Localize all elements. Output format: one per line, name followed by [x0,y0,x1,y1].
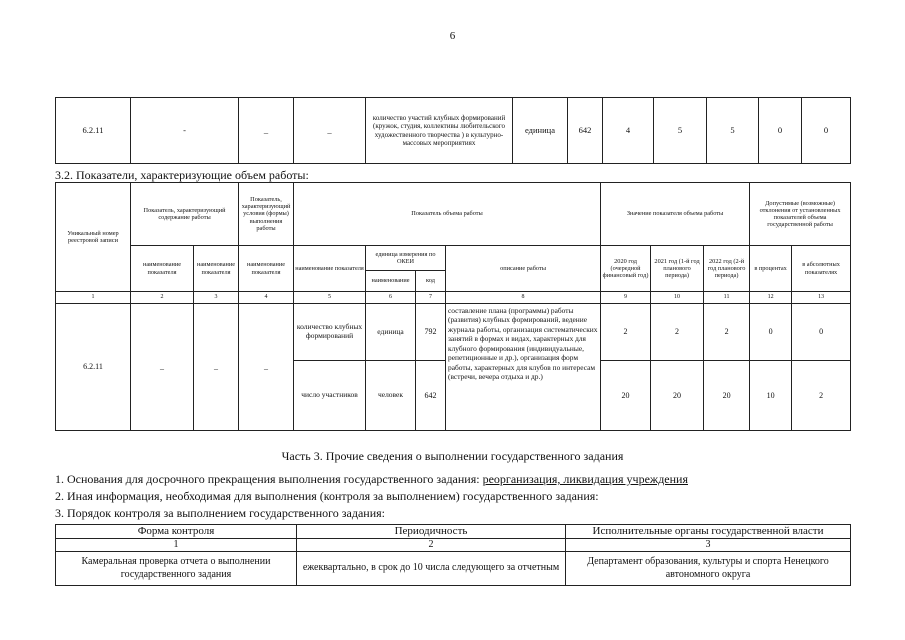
unit-code: 642 [568,98,603,164]
early-termination-value: реорганизация, ликвидация учреждения [482,472,688,486]
authority: Департамент образования, культуры и спорта Ненецкого автономного округа [566,552,851,586]
content-indicator: _ [131,304,194,431]
header-absolute: в абсолютных показателях [792,246,851,292]
header-name-indicator: наименование показателя [294,246,366,292]
unit-code: 642 [416,361,446,431]
part3-title: Часть 3. Прочие сведения о выполнении государственного задания [281,449,624,463]
value-2022: 2 [704,304,750,361]
early-termination-label: 1. Основания для досрочного прекращения выполнения государственного задания: [55,472,483,486]
column-number-row [56,292,851,304]
table-header-row [56,246,851,271]
indicator-name: число участников [294,361,366,431]
col-number: 1 [56,539,297,552]
col-number: 2 [297,539,566,552]
value-2020: 4 [603,98,654,164]
header-2022: 2022 год (2-й год планового периода) [704,246,750,292]
col-number: 13 [792,292,851,304]
col-number: 10 [651,292,704,304]
header-name-indicator: наименование показателя [239,246,294,292]
header-2020: 2020 год (очередной финансовый год) [601,246,651,292]
table-header-row [56,183,851,246]
col-number: 2 [131,292,194,304]
periodicity: ежеквартально, в срок до 10 числа следующего за отчетным [297,552,566,586]
table-row [56,552,851,586]
deviation-percent: 10 [750,361,792,431]
unit-name: человек [366,361,416,431]
header-value: Значение показателя объема работы [601,183,750,246]
header-content: Показатель, характеризующий содержание работы [131,183,239,246]
deviation-percent: 0 [759,98,802,164]
unit-name: единица [366,304,416,361]
other-info-line: 2. Иная информация, необходимая для выполнения (контроля за выполнением) государственного задания: [55,489,599,503]
value-2022: 20 [704,361,750,431]
header-registry: Уникальный номер реестровой записи [56,183,131,292]
unit-name: единица [513,98,568,164]
column-number-row [56,539,851,552]
deviation-absolute: 0 [792,304,851,361]
value-2022: 5 [707,98,759,164]
table-header-row [56,525,851,539]
value-2021: 2 [651,304,704,361]
header-name-indicator: наименование показателя [194,246,239,292]
header-conditions: Показатель, характеризующий условия (формы) выполнения работы [239,183,294,246]
conditions-indicator: _ [294,98,366,164]
header-unit-okei: единица измерения по ОКЕИ [366,246,446,271]
header-control-form: Форма контроля [56,525,297,539]
registry-number: 6.2.11 [56,304,131,431]
deviation-absolute: 2 [792,361,851,431]
col-number: 9 [601,292,651,304]
value-2020: 2 [601,304,651,361]
content-indicator: _ [239,98,294,164]
col-number: 3 [194,292,239,304]
quality-indicators-table [55,97,851,164]
header-name-indicator: наименование показателя [131,246,194,292]
col-number: 1 [56,292,131,304]
col-number: 6 [366,292,416,304]
section-title: 3.2. Показатели, характеризующие объем работы: [55,168,309,182]
value-2020: 20 [601,361,651,431]
value-2021: 5 [654,98,707,164]
volume-indicators-table [55,182,851,431]
header-unit-code: код [416,271,446,292]
indicator-name: количество участий клубных формирований (кружок, студия, коллективы любительского художественного творчества ) в культурно-массовых мероприятиях [366,98,513,164]
control-form: Камеральная проверка отчета о выполнении государственного задания [56,552,297,586]
col-number: 7 [416,292,446,304]
content-indicator: _ [194,304,239,431]
col-number: 12 [750,292,792,304]
control-table [55,524,851,586]
header-periodicity: Периодичность [297,525,566,539]
header-2021: 2021 год (1-й год планового периода) [651,246,704,292]
deviation-absolute: 0 [802,98,851,164]
col-number: 3 [566,539,851,552]
header-percent: в процентах [750,246,792,292]
header-unit-name: наименование [366,271,416,292]
col-number: 8 [446,292,601,304]
header-authorities: Исполнительные органы государственной власти [566,525,851,539]
deviation-percent: 0 [750,304,792,361]
table-row [56,304,851,361]
col-number: 5 [294,292,366,304]
registry-number: 6.2.11 [56,98,131,164]
work-description: составление плана (программы) работы (развития) клубных формирований, ведение журнала работы, организация систематических занятий в формах и видах, характерных для клубного формирования (индивидуальные, репетиционные и др.), организация форм работы, характерных для клубов по интересам (встречи, вечера отдыха и др.) [446,304,601,431]
header-deviation: Допустимые (возможные) отклонения от установленных показателей объема государственной работы [750,183,851,246]
header-volume: Показатель объема работы [294,183,601,246]
conditions-indicator: _ [239,304,294,431]
col-number: 4 [239,292,294,304]
value-2021: 20 [651,361,704,431]
table-row [56,98,851,164]
control-procedure-line: 3. Порядок контроля за выполнением государственного задания: [55,506,385,520]
page-number: 6 [449,30,456,42]
indicator-name: количество клубных формирований [294,304,366,361]
unit-code: 792 [416,304,446,361]
header-work-desc: описание работы [446,246,601,292]
early-termination-line [55,472,688,487]
content-indicator: - [131,98,239,164]
col-number: 11 [704,292,750,304]
